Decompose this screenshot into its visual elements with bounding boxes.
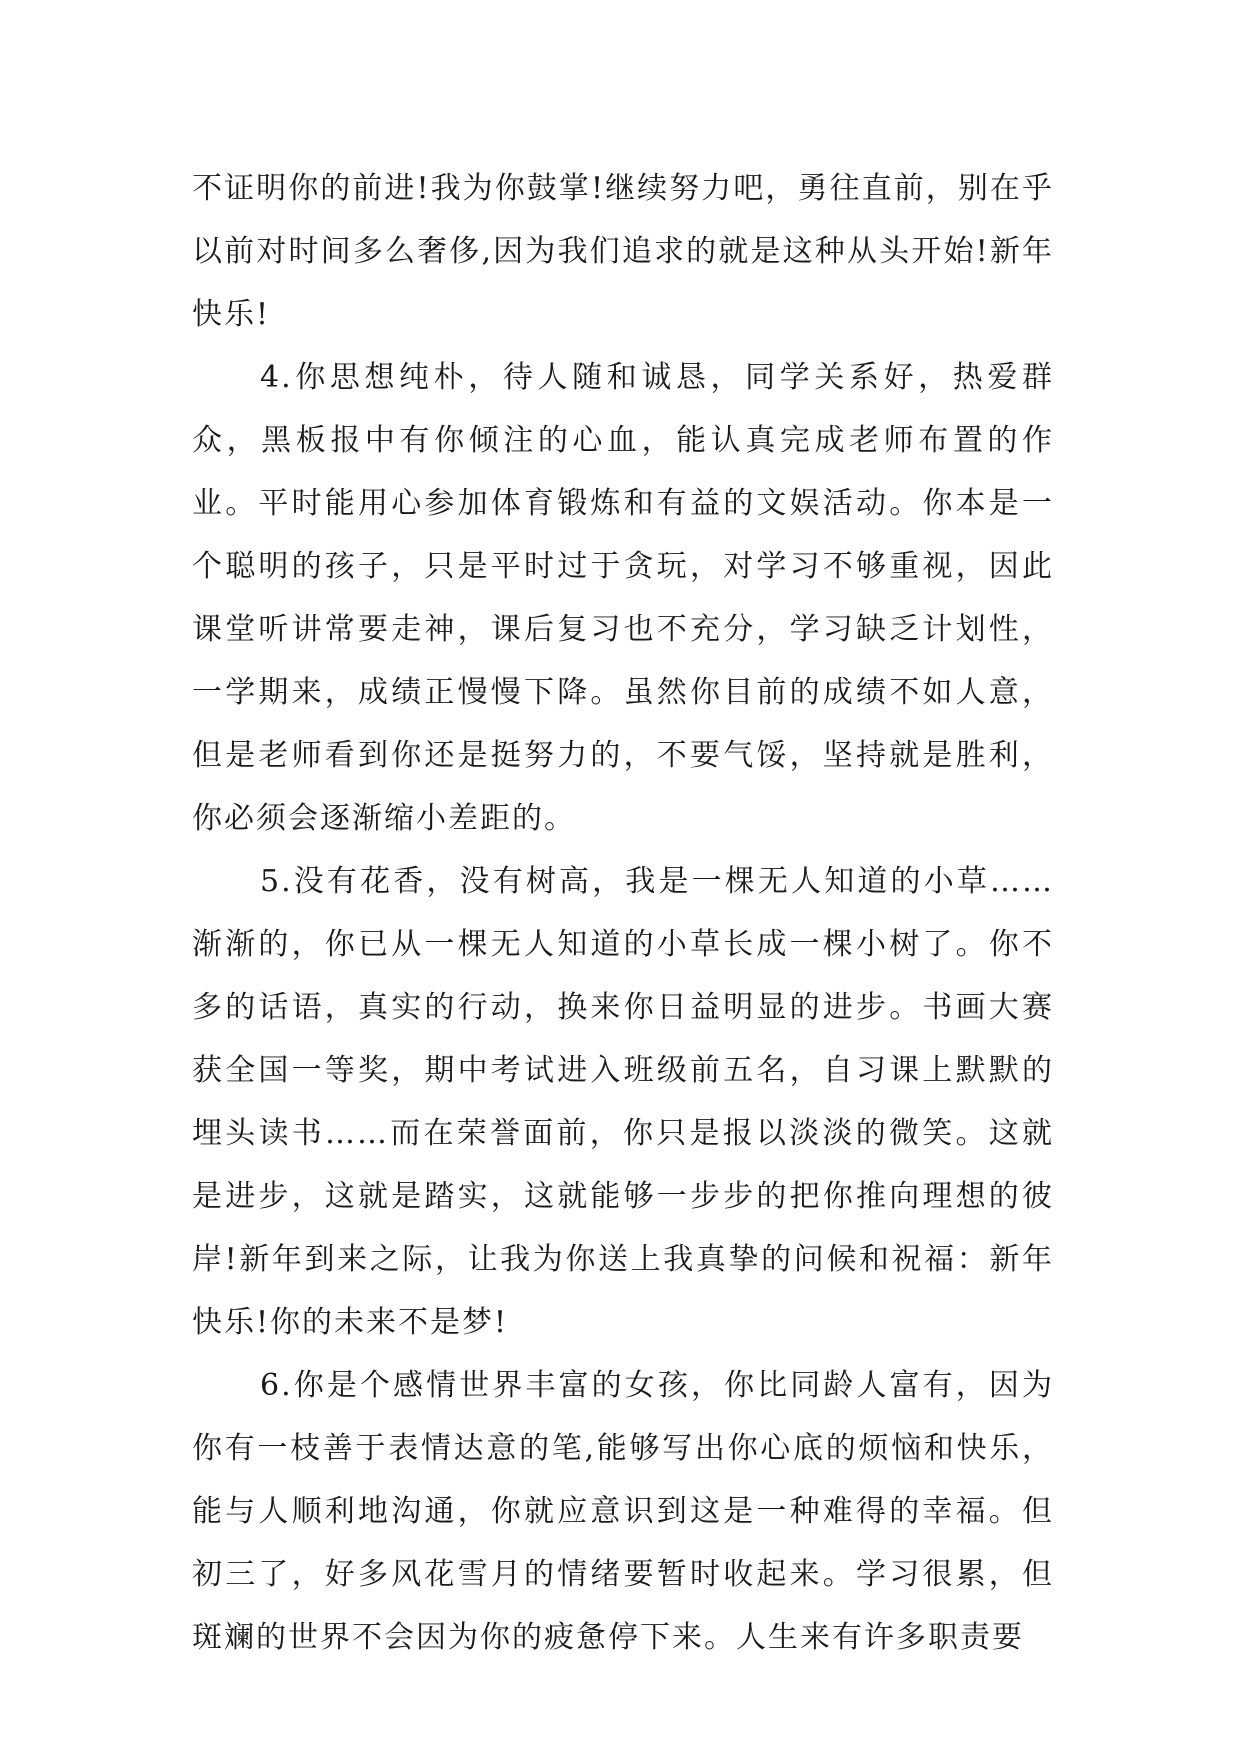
- paragraph-5: 5.没有花香，没有树高，我是一棵无人知道的小草……渐渐的，你已从一棵无人知道的小草长成一棵小树了。你不多的话语，真实的行动，换来你日益明显的进步。书画大赛获全国一等奖，期中考试进入班级前五名，自习课上默默的埋头读书……而在荣誉面前，你只是报以淡淡的微笑。这就是进步，这就是踏实，这就能够一步步的把你推向理想的彼岸!新年到来之际，让我为你送上我真挚的问候和祝福：新年快乐!你的未来不是梦!: [192, 864, 1054, 1340]
- paragraph-4: 4.你思想纯朴，待人随和诚恳，同学关系好，热爱群众，黑板报中有你倾注的心血，能认真完成老师布置的作业。平时能用心参加体育锻炼和有益的文娱活动。你本是一个聪明的孩子，只是平时过于贪玩，对学习不够重视，因此课堂听讲常要走神，课后复习也不充分，学习缺乏计划性，一学期来，成绩正慢慢下降。虽然你目前的成绩不如人意，但是老师看到你还是挺努力的，不要气馁，坚持就是胜利，你必须会逐渐缩小差距的。: [192, 360, 1054, 836]
- paragraph-continued: 不证明你的前进!我为你鼓掌!继续努力吧，勇往直前，别在乎以前对时间多么奢侈,因为我们追求的就是这种从头开始!新年快乐!: [192, 171, 1054, 332]
- document-body: [192, 157, 1054, 1669]
- paragraph-6: 6.你是个感情世界丰富的女孩，你比同龄人富有，因为你有一枝善于表情达意的笔,能够写出你心底的烦恼和快乐，能与人顺利地沟通，你就应意识到这是一种难得的幸福。但初三了，好多风花雪月的情绪要暂时收起来。学习很累，但斑斓的世界不会因为你的疲惫停下来。人生来有许多职责要: [192, 1368, 1054, 1655]
